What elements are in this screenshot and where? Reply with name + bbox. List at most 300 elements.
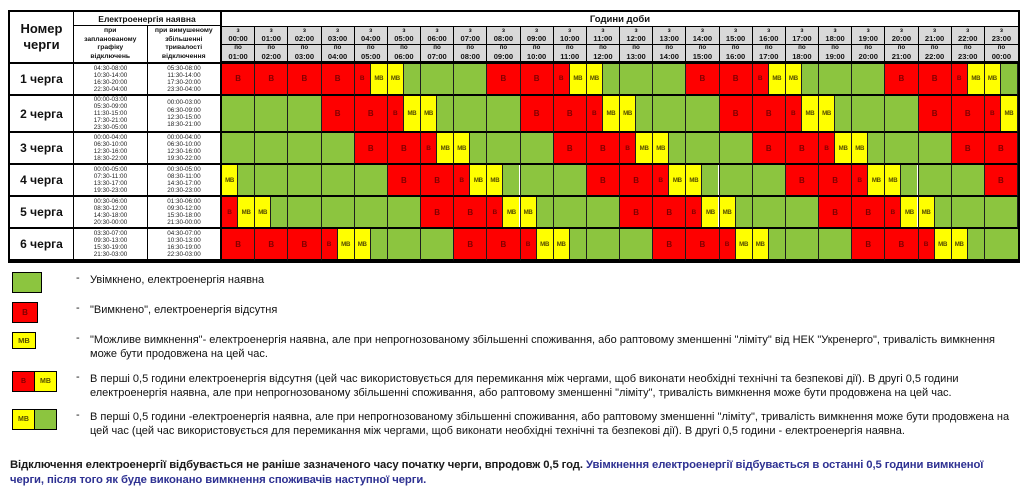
- slot-cell-q4-h16: [753, 165, 786, 197]
- slot-half-first: [255, 197, 271, 227]
- legend-dash: -: [76, 272, 80, 284]
- off-label: В: [956, 75, 962, 83]
- off-label: В: [533, 109, 540, 119]
- hour-from-time: 13:00: [659, 34, 679, 44]
- slot-cell-q1-h1: [255, 64, 288, 96]
- slot-cell-q1-h4: [355, 64, 388, 96]
- slot-cell-q3-h18: [819, 133, 852, 165]
- slot-half-second: [603, 96, 619, 131]
- slot-cell-q1-h15: [720, 64, 753, 96]
- hour-to-time: 15:00: [692, 51, 713, 61]
- hour-to-time: 03:00: [294, 51, 315, 61]
- slot-cell-q3-h20: [885, 133, 918, 165]
- slot-half-first: [355, 64, 371, 94]
- hour-to-label: по: [433, 44, 441, 52]
- hour-header-cell-from-3: [322, 27, 355, 45]
- maybe-off-label: МВ: [905, 208, 914, 216]
- hour-header-cell-to-23: [985, 45, 1018, 63]
- slot-half-second: [802, 64, 818, 94]
- forced-time-range: 15:30-18:00: [167, 212, 201, 220]
- hour-from-label: з: [302, 26, 306, 34]
- hour-from-time: 23:00: [991, 34, 1012, 44]
- hour-to-time: 02:00: [261, 51, 281, 61]
- hour-to-time: 16:00: [725, 51, 746, 61]
- off-label: В: [633, 207, 639, 217]
- slot-half-second: [669, 165, 685, 195]
- off-label: В: [467, 239, 474, 249]
- planned-time-range: 04:30-08:00: [93, 64, 128, 72]
- slot-cell-q4-h15: [720, 165, 753, 197]
- forced-times-1: [148, 64, 222, 96]
- hour-header-cell-from-13: [653, 27, 686, 45]
- slot-half-first: [653, 165, 669, 195]
- slot-cell-q6-h7: [454, 229, 487, 261]
- slot-half-first: [554, 64, 570, 94]
- slot-cell-q2-h14: [686, 96, 719, 133]
- maybe-off-label: МВ: [805, 110, 815, 118]
- slot-half-first: [587, 64, 603, 94]
- planned-times-1: [74, 64, 148, 96]
- slot-half-second: [835, 96, 851, 131]
- slot-cell-q5-h8: [487, 197, 520, 229]
- off-label: В: [268, 74, 275, 84]
- legend-swatch-area: [12, 272, 76, 293]
- slot-half-first: [653, 133, 669, 163]
- hour-header-cell-to-22: [952, 45, 985, 63]
- hour-from-label: з: [402, 26, 406, 34]
- slot-half-second: [238, 197, 254, 227]
- legend-text: Увімкнено, електроенергія наявна: [90, 274, 265, 286]
- forced-time-range: 12:30-15:00: [167, 113, 201, 121]
- hour-from-time: 05:00: [394, 34, 414, 44]
- off-label: В: [401, 143, 407, 153]
- slot-half-first: [885, 197, 901, 227]
- slot-cell-q4-h23: [985, 165, 1018, 197]
- slot-half-second: [338, 229, 354, 259]
- slot-half-first: [985, 64, 1001, 94]
- maybe-off-label: МВ: [473, 176, 483, 184]
- maybe-off-label: МВ: [888, 176, 898, 184]
- off-label: В: [566, 109, 573, 119]
- hour-from-time: 15:00: [725, 34, 746, 44]
- hour-header-cell-from-12: [620, 27, 653, 45]
- slot-cell-q6-h3: [322, 229, 355, 261]
- slot-cell-q6-h5: [388, 229, 421, 261]
- hour-to-label: по: [897, 44, 906, 52]
- slot-half-first: [521, 197, 537, 227]
- hour-header-cell-from-9: [521, 27, 554, 45]
- slot-cell-q6-h6: [421, 229, 454, 261]
- slot-half-second: [935, 229, 951, 259]
- hour-to-label: по: [499, 44, 508, 52]
- slot-cell-q4-h6: [421, 165, 454, 197]
- hour-to-label: по: [300, 44, 309, 52]
- slot-cell-q6-h21: [919, 229, 952, 261]
- outage-schedule-table: [8, 10, 1020, 263]
- off-label: В: [791, 110, 796, 118]
- maybe-off-label: МВ: [772, 75, 782, 83]
- off-label: В: [600, 175, 606, 185]
- slot-cell-q1-h20: [885, 64, 918, 96]
- hour-header-cell-from-21: [919, 27, 952, 45]
- forced-time-range: 21:30-00:00: [167, 219, 201, 227]
- slot-cell-q4-h20: [885, 165, 918, 197]
- maybe-off-label: МВ: [822, 110, 831, 118]
- hour-from-label: з: [236, 26, 240, 34]
- slot-half-second: [570, 64, 586, 94]
- slot-cell-q5-h2: [288, 197, 321, 229]
- forced-time-range: 00:00-04:00: [167, 134, 201, 142]
- hour-header-cell-from-4: [355, 27, 388, 45]
- slot-cell-q4-h22: [952, 165, 985, 197]
- slot-cell-q3-h10: [554, 133, 587, 165]
- slot-cell-q6-h23: [985, 229, 1018, 261]
- slot-cell-q5-h15: [720, 197, 753, 229]
- off-label: В: [824, 144, 829, 152]
- hour-from-label: з: [966, 26, 970, 34]
- footer-note-part2: Увімкнення електроенергії відбувається в останні 0,5 години вимкненої черги, після того як буде виконано вимкнення споживачів наступної черги.: [10, 459, 984, 487]
- slot-half-first: [952, 64, 968, 94]
- slot-cell-q3-h5: [388, 133, 421, 165]
- planned-times-5: [74, 197, 148, 229]
- legend-swatch-off-then-possible: [12, 371, 57, 392]
- hour-from-time: 17:00: [792, 34, 812, 44]
- slot-cell-q4-h13: [653, 165, 686, 197]
- hour-from-label: з: [800, 26, 804, 34]
- hour-to-label: по: [864, 44, 873, 52]
- legend-swatch-power-off: В: [12, 302, 38, 323]
- hour-to-label: по: [831, 44, 839, 52]
- hour-from-time: 03:00: [327, 34, 348, 44]
- off-label: В: [931, 74, 938, 84]
- legend-swatch-area: [12, 409, 76, 430]
- hour-from-time: 16:00: [759, 34, 779, 44]
- slot-half-first: [454, 165, 470, 195]
- off-label: В: [326, 240, 332, 248]
- hour-header-cell-from-1: [255, 27, 288, 45]
- legend-item-4: [12, 371, 1012, 401]
- forced-time-range: 11:30-14:00: [167, 71, 201, 79]
- off-label: В: [699, 74, 706, 84]
- planned-time-range: 07:30-11:00: [93, 173, 128, 181]
- slot-half-first: [388, 64, 404, 94]
- slot-cell-q4-h7: [454, 165, 487, 197]
- forced-time-range: 06:30-09:00: [167, 106, 201, 114]
- slot-cell-q3-h13: [653, 133, 686, 165]
- slot-cell-q6-h19: [852, 229, 885, 261]
- legend-item-3: [12, 332, 1012, 362]
- slot-cell-q6-h18: [819, 229, 852, 261]
- hour-to-time: 14:00: [659, 51, 679, 61]
- hour-header-cell-to-9: [521, 45, 554, 63]
- off-label: В: [426, 144, 431, 152]
- slot-half-first: [421, 96, 437, 131]
- planned-time-range: 05:30-09:00: [93, 103, 128, 110]
- slot-half-first: [554, 229, 570, 259]
- hour-to-label: по: [565, 44, 574, 52]
- slot-cell-q6-h15: [720, 229, 753, 261]
- slot-cell-q2-h5: [388, 96, 421, 133]
- off-label: В: [500, 74, 507, 84]
- hour-to-time: 05:00: [361, 51, 381, 61]
- hour-from-time: 01:00: [261, 34, 281, 44]
- legend-item-1: [12, 272, 1012, 293]
- hour-header-cell-from-8: [487, 27, 520, 45]
- hour-header-cell-from-18: [819, 27, 852, 45]
- hour-from-label: з: [336, 26, 340, 34]
- hour-header-cell-to-17: [786, 45, 819, 63]
- maybe-off-label: МВ: [540, 240, 550, 248]
- queue-label-2: 2 черга: [10, 96, 74, 133]
- slot-cell-q1-h18: [819, 64, 852, 96]
- planned-time-range: 00:00-04:00: [93, 134, 128, 142]
- slot-half-first: [819, 133, 835, 163]
- hour-header-cell-to-12: [620, 45, 653, 63]
- slot-cell-q2-h12: [620, 96, 653, 133]
- hour-from-label: з: [667, 26, 671, 34]
- off-label: В: [890, 208, 896, 216]
- slot-half-second: [968, 229, 984, 259]
- hour-header-cell-from-20: [885, 27, 918, 45]
- slot-half-first: [388, 96, 404, 131]
- hour-to-time: 19:00: [825, 51, 845, 61]
- slot-cell-q1-h10: [554, 64, 587, 96]
- slot-cell-q5-h5: [388, 197, 421, 229]
- maybe-off-label: МВ: [954, 240, 964, 248]
- slot-cell-q3-h6: [421, 133, 454, 165]
- slot-half-first: [985, 96, 1001, 131]
- off-label: В: [434, 175, 440, 185]
- off-label: В: [235, 239, 241, 249]
- planned-times-6: [74, 229, 148, 261]
- hour-header-cell-from-22: [952, 27, 985, 45]
- maybe-off-label: МВ: [656, 144, 666, 152]
- off-label: В: [931, 109, 938, 119]
- legend-text: В перші 0,5 години електроенергія відсутня (цей час використовується для перемикання між чергами, щоб виконати необхідні технічні та безпекові дії). В другі 0,5 години електроенергія наявна, але при непрогнозованому збільшенні споживання, або раптовому зменшенні "ліміту", тривалість вимкнення може бути продовжена на цей час.: [90, 372, 959, 399]
- slot-cell-q1-h3: [322, 64, 355, 96]
- off-label: В: [268, 239, 275, 249]
- queue-label-6: 6 черга: [10, 229, 74, 261]
- hour-to-time: 11:00: [560, 51, 580, 61]
- legend-swatch-possible-off: МВ: [12, 332, 36, 349]
- slot-half-second: [537, 197, 553, 227]
- off-label: В: [757, 75, 763, 83]
- hour-to-label: по: [997, 44, 1006, 52]
- slot-cell-q3-h12: [620, 133, 653, 165]
- slot-cell-q6-h2: [288, 229, 321, 261]
- maybe-off-label: МВ: [689, 176, 699, 184]
- slot-cell-q6-h17: [786, 229, 819, 261]
- hour-from-time: 07:00: [460, 34, 480, 44]
- slot-cell-q5-h18: [819, 197, 852, 229]
- slot-cell-q3-h8: [487, 133, 520, 165]
- slot-half-first: [919, 229, 935, 259]
- slot-half-second: [968, 64, 984, 94]
- off-label: В: [799, 143, 805, 153]
- slot-cell-q5-h7: [454, 197, 487, 229]
- slot-cell-q1-h16: [753, 64, 786, 96]
- maybe-off-label: МВ: [623, 110, 632, 118]
- off-label: В: [592, 110, 597, 118]
- hour-header-cell-to-6: [421, 45, 454, 63]
- header-forced-extension: при вимушеному збільшенні тривалості відключення: [154, 27, 213, 60]
- slot-half-second: [901, 197, 917, 227]
- maybe-off-label: МВ: [241, 208, 251, 216]
- slot-cell-q5-h4: [355, 197, 388, 229]
- off-label: В: [393, 110, 398, 118]
- planned-time-range: 12:30-16:00: [93, 148, 128, 156]
- slot-half-second: [437, 96, 453, 131]
- off-label: В: [857, 176, 863, 184]
- hour-from-time: 08:00: [493, 34, 514, 44]
- slot-half-first: [786, 96, 802, 131]
- slot-cell-q1-h22: [952, 64, 985, 96]
- header-day-hours: [222, 12, 1018, 64]
- slot-half-second: [603, 64, 619, 94]
- slot-half-second: [702, 197, 718, 227]
- hour-from-time: 02:00: [294, 34, 315, 44]
- hour-from-label: з: [933, 26, 937, 34]
- hour-to-time: 18:00: [792, 51, 812, 61]
- planned-time-range: 00:30-06:00: [93, 197, 128, 205]
- slot-half-first: [487, 165, 503, 195]
- hour-to-time: 22:00: [924, 51, 945, 61]
- slot-cell-q4-h10: [554, 165, 587, 197]
- slot-cell-q5-h20: [885, 197, 918, 229]
- slot-cell-q3-h3: [322, 133, 355, 165]
- slot-cell-q4-h4: [355, 165, 388, 197]
- forced-time-range: 05:30-08:00: [167, 64, 201, 72]
- slot-cell-q3-h2: [288, 133, 321, 165]
- maybe-off-label: МВ: [871, 176, 881, 184]
- slot-cell-q1-h13: [653, 64, 686, 96]
- forced-times-6: [148, 229, 222, 261]
- hour-header-cell-to-19: [852, 45, 885, 63]
- planned-time-range: 18:30-22:00: [93, 155, 128, 163]
- planned-time-range: 14:30-18:00: [93, 212, 128, 220]
- slot-half-first: [421, 133, 437, 163]
- off-label: В: [666, 207, 673, 217]
- hour-header-cell-to-7: [454, 45, 487, 63]
- slot-half-first: [620, 133, 636, 163]
- slot-cell-q2-h6: [421, 96, 454, 133]
- planned-time-range: 09:30-13:00: [93, 236, 128, 244]
- legend-swatch-possible-then-on: [12, 409, 57, 430]
- off-label: В: [625, 144, 630, 152]
- legend-dash: -: [76, 332, 80, 344]
- slot-cell-q5-h17: [786, 197, 819, 229]
- slot-half-first: [852, 165, 868, 195]
- forced-time-range: 04:30-07:00: [167, 229, 201, 237]
- slot-cell-q2-h16: [753, 96, 786, 133]
- off-label: В: [898, 239, 905, 249]
- hour-header-cell-to-20: [885, 45, 918, 63]
- slot-cell-q4-h5: [388, 165, 421, 197]
- hour-to-time: 01:00: [228, 51, 248, 61]
- slot-half-first: [686, 165, 702, 195]
- slot-half-first: [720, 229, 736, 259]
- slot-half-second: [404, 64, 420, 94]
- planned-time-range: 23:30-05:00: [93, 124, 128, 132]
- slot-cell-q5-h11: [587, 197, 620, 229]
- hour-from-label: з: [734, 26, 738, 34]
- slot-half-second: [437, 133, 453, 163]
- forced-time-range: 09:30-12:00: [167, 205, 201, 213]
- off-label: В: [666, 239, 673, 249]
- slot-cell-q2-h9: [521, 96, 554, 133]
- slot-half-first: [753, 229, 769, 259]
- header-power-available-title: Електроенергія наявна: [74, 12, 220, 26]
- maybe-off-label: МВ: [523, 208, 533, 216]
- hour-columns-header: [222, 27, 1018, 62]
- hour-header-cell-from-5: [388, 27, 421, 45]
- maybe-off-label: МВ: [573, 75, 583, 83]
- maybe-off-label: МВ: [589, 75, 599, 83]
- hour-to-label: по: [366, 44, 375, 52]
- hour-header-cell-to-11: [587, 45, 620, 63]
- planned-time-range: 11:30-15:00: [93, 110, 128, 118]
- hour-header-cell-to-21: [919, 45, 952, 63]
- hour-from-label: з: [369, 26, 373, 34]
- slot-cell-q2-h21: [919, 96, 952, 133]
- off-label: В: [832, 175, 838, 185]
- header-queue-number: Номер черги: [10, 12, 74, 64]
- hour-to-label: по: [798, 44, 806, 52]
- slot-half-first: [952, 229, 968, 259]
- slot-cell-q6-h8: [487, 229, 520, 261]
- hour-from-time: 21:00: [924, 34, 945, 44]
- off-label: В: [600, 143, 606, 153]
- off-label: В: [765, 109, 772, 119]
- off-label: В: [633, 175, 639, 185]
- slot-cell-q2-h4: [355, 96, 388, 133]
- off-label: В: [923, 240, 929, 248]
- hour-to-label: по: [333, 44, 342, 52]
- slot-half-second: [470, 165, 486, 195]
- slot-cell-q4-h8: [487, 165, 520, 197]
- hour-to-label: по: [930, 44, 939, 52]
- planned-time-range: 22:30-04:00: [93, 86, 128, 94]
- planned-times-4: [74, 165, 148, 197]
- off-label: В: [334, 74, 341, 84]
- maybe-off-label: МВ: [1004, 110, 1014, 118]
- slot-cell-q5-h1: [255, 197, 288, 229]
- legend-swatch-off-half: В: [12, 371, 35, 392]
- hour-header-cell-from-0: [222, 27, 255, 45]
- hour-header-cell-to-3: [322, 45, 355, 63]
- hour-from-label: з: [435, 26, 439, 34]
- slot-half-first: [819, 96, 835, 131]
- hour-header-cell-from-7: [454, 27, 487, 45]
- slot-half-second: [669, 133, 685, 163]
- hour-to-label: по: [466, 44, 475, 52]
- slot-cell-q2-h20: [885, 96, 918, 133]
- off-label: В: [865, 239, 872, 249]
- hour-header-cell-to-15: [720, 45, 753, 63]
- hour-to-label: по: [632, 44, 640, 52]
- slot-cell-q3-h22: [952, 133, 985, 165]
- maybe-off-label: МВ: [639, 144, 649, 152]
- forced-times-2: [148, 96, 222, 133]
- maybe-off-label: МВ: [971, 75, 981, 83]
- legend-dash: -: [76, 302, 80, 314]
- maybe-off-label: МВ: [606, 110, 616, 118]
- legend-swatch-area: [12, 371, 76, 392]
- off-label: В: [732, 74, 739, 84]
- off-label: В: [467, 207, 474, 217]
- planned-time-range: 16:30-20:00: [93, 78, 128, 86]
- maybe-off-label: МВ: [341, 240, 351, 248]
